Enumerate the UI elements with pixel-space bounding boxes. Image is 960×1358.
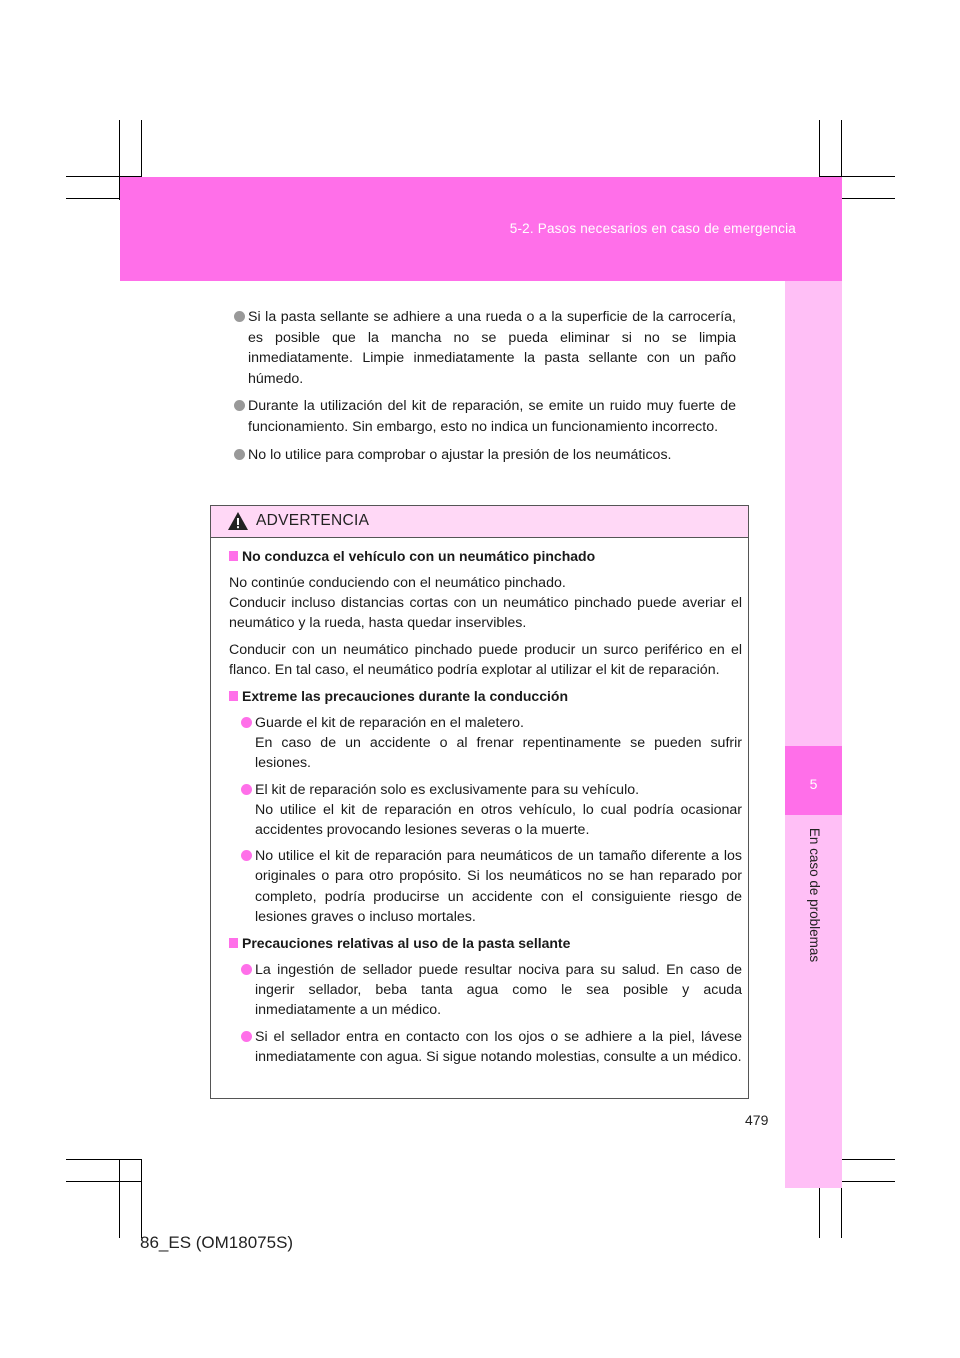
list-item xyxy=(241,1027,742,1067)
section-heading xyxy=(229,546,748,566)
paragraph: Conducir incluso distancias cortas con un neumático pinchado puede averiar el neumático y la rueda, hasta quedar inservibles. xyxy=(229,595,742,632)
bullet-dot-icon xyxy=(241,717,252,728)
list-item xyxy=(241,846,742,927)
section-heading xyxy=(229,686,748,706)
warning-title: ADVERTENCIA xyxy=(256,512,370,529)
paragraph: No continúe conduciendo con el neumático pinchado. xyxy=(229,575,566,591)
bullet-dot-icon xyxy=(234,311,245,322)
list-item-text: La ingestión de sellador puede resultar nociva para su salud. En caso de ingerir sellador, beba tanta agua como le sea posible y acuda inmediatamente a un médico. xyxy=(255,962,742,1019)
list-item xyxy=(241,713,742,774)
square-bullet-icon xyxy=(229,691,238,701)
section-heading-text: No conduzca el vehículo con un neumático pinchado xyxy=(242,548,596,564)
chapter-sidebar xyxy=(785,281,842,1188)
list-item xyxy=(234,307,736,389)
bullet-dot-icon xyxy=(234,400,245,411)
warning-header xyxy=(211,506,748,538)
list-item-text: Guarde el kit de reparación en el maletero. xyxy=(255,715,524,732)
document-code: 86_ES (OM18075S) xyxy=(140,1233,294,1252)
section-heading xyxy=(229,933,748,953)
paragraph: Conducir con un neumático pinchado puede producir un surco periférico en el flanco. En tal caso, el neumático podría explotar al utilizar el kit de reparación. xyxy=(229,641,742,678)
chapter-number: 5 xyxy=(809,776,818,792)
bullet-dot-icon xyxy=(241,784,252,795)
section-heading-text: Extreme las precauciones durante la conducción xyxy=(242,688,568,705)
chapter-label: En caso de problemas xyxy=(807,827,822,963)
notes-list xyxy=(234,307,736,472)
list-item xyxy=(241,780,742,841)
bullet-dot-icon xyxy=(241,964,252,975)
warning-section xyxy=(211,686,748,706)
crop-mark xyxy=(66,1159,142,1160)
list-item-text: No lo utilice para comprobar o ajustar la presión de los neumáticos. xyxy=(248,446,672,463)
page-number: 479 xyxy=(745,1112,769,1128)
crop-mark xyxy=(141,1160,142,1238)
warning-section xyxy=(211,546,748,566)
list-item-text: Si la pasta sellante se adhiere a una rueda o a la superficie de la carrocería, es posible que la mancha no se pueda eliminar si no se limpia inmediatamente. Limpie inmediatamente la pasta sellante con un paño húmedo. xyxy=(248,309,736,387)
list-item-text: Durante la utilización del kit de reparación, se emite un ruido muy fuerte de funcionamiento. Sin embargo, esto no indica un funcionamiento incorrecto. xyxy=(248,398,736,435)
list-item-text: Si el sellador entra en contacto con los ojos o se adhiere a la piel, lávese inmediatamente con agua. Si sigue notando molestias, consulte a un médico. xyxy=(255,1028,742,1065)
warning-body xyxy=(211,546,748,1073)
list-item xyxy=(234,396,736,437)
warning-triangle-icon xyxy=(227,511,249,531)
header-band xyxy=(120,177,842,281)
warning-box xyxy=(210,505,749,1099)
bullet-dot-icon xyxy=(234,449,245,460)
square-bullet-icon xyxy=(229,938,238,948)
bullet-dot-icon xyxy=(241,1031,252,1042)
crop-mark xyxy=(119,1160,120,1238)
list-item-text: No utilice el kit de reparación en otros vehículo, lo cual podría ocasionar accidentes provocando lesiones severas o la muerte. xyxy=(255,801,742,839)
list-item-text: En caso de un accidente o al frenar repentinamente se pueden sufrir lesiones. xyxy=(255,735,742,772)
list-item-text: No utilice el kit de reparación para neumáticos de un tamaño diferente a los originales o para otro propósito. Si los neumáticos no se han reparado por completo, podría producirse un accidente con el consiguiente riesgo de lesiones graves o incluso mortales. xyxy=(255,848,742,925)
list-item xyxy=(241,960,742,1021)
section-heading-text: Precauciones relativas al uso de la pasta sellante xyxy=(242,935,571,952)
square-bullet-icon xyxy=(229,551,238,561)
bullet-dot-icon xyxy=(241,850,252,861)
list-item xyxy=(234,445,736,466)
section-title: 5-2. Pasos necesarios en caso de emergencia xyxy=(509,221,796,236)
crop-mark xyxy=(66,1181,142,1182)
warning-section xyxy=(211,933,748,953)
list-item-text: El kit de reparación solo es exclusivamente para su vehículo. xyxy=(255,781,640,798)
